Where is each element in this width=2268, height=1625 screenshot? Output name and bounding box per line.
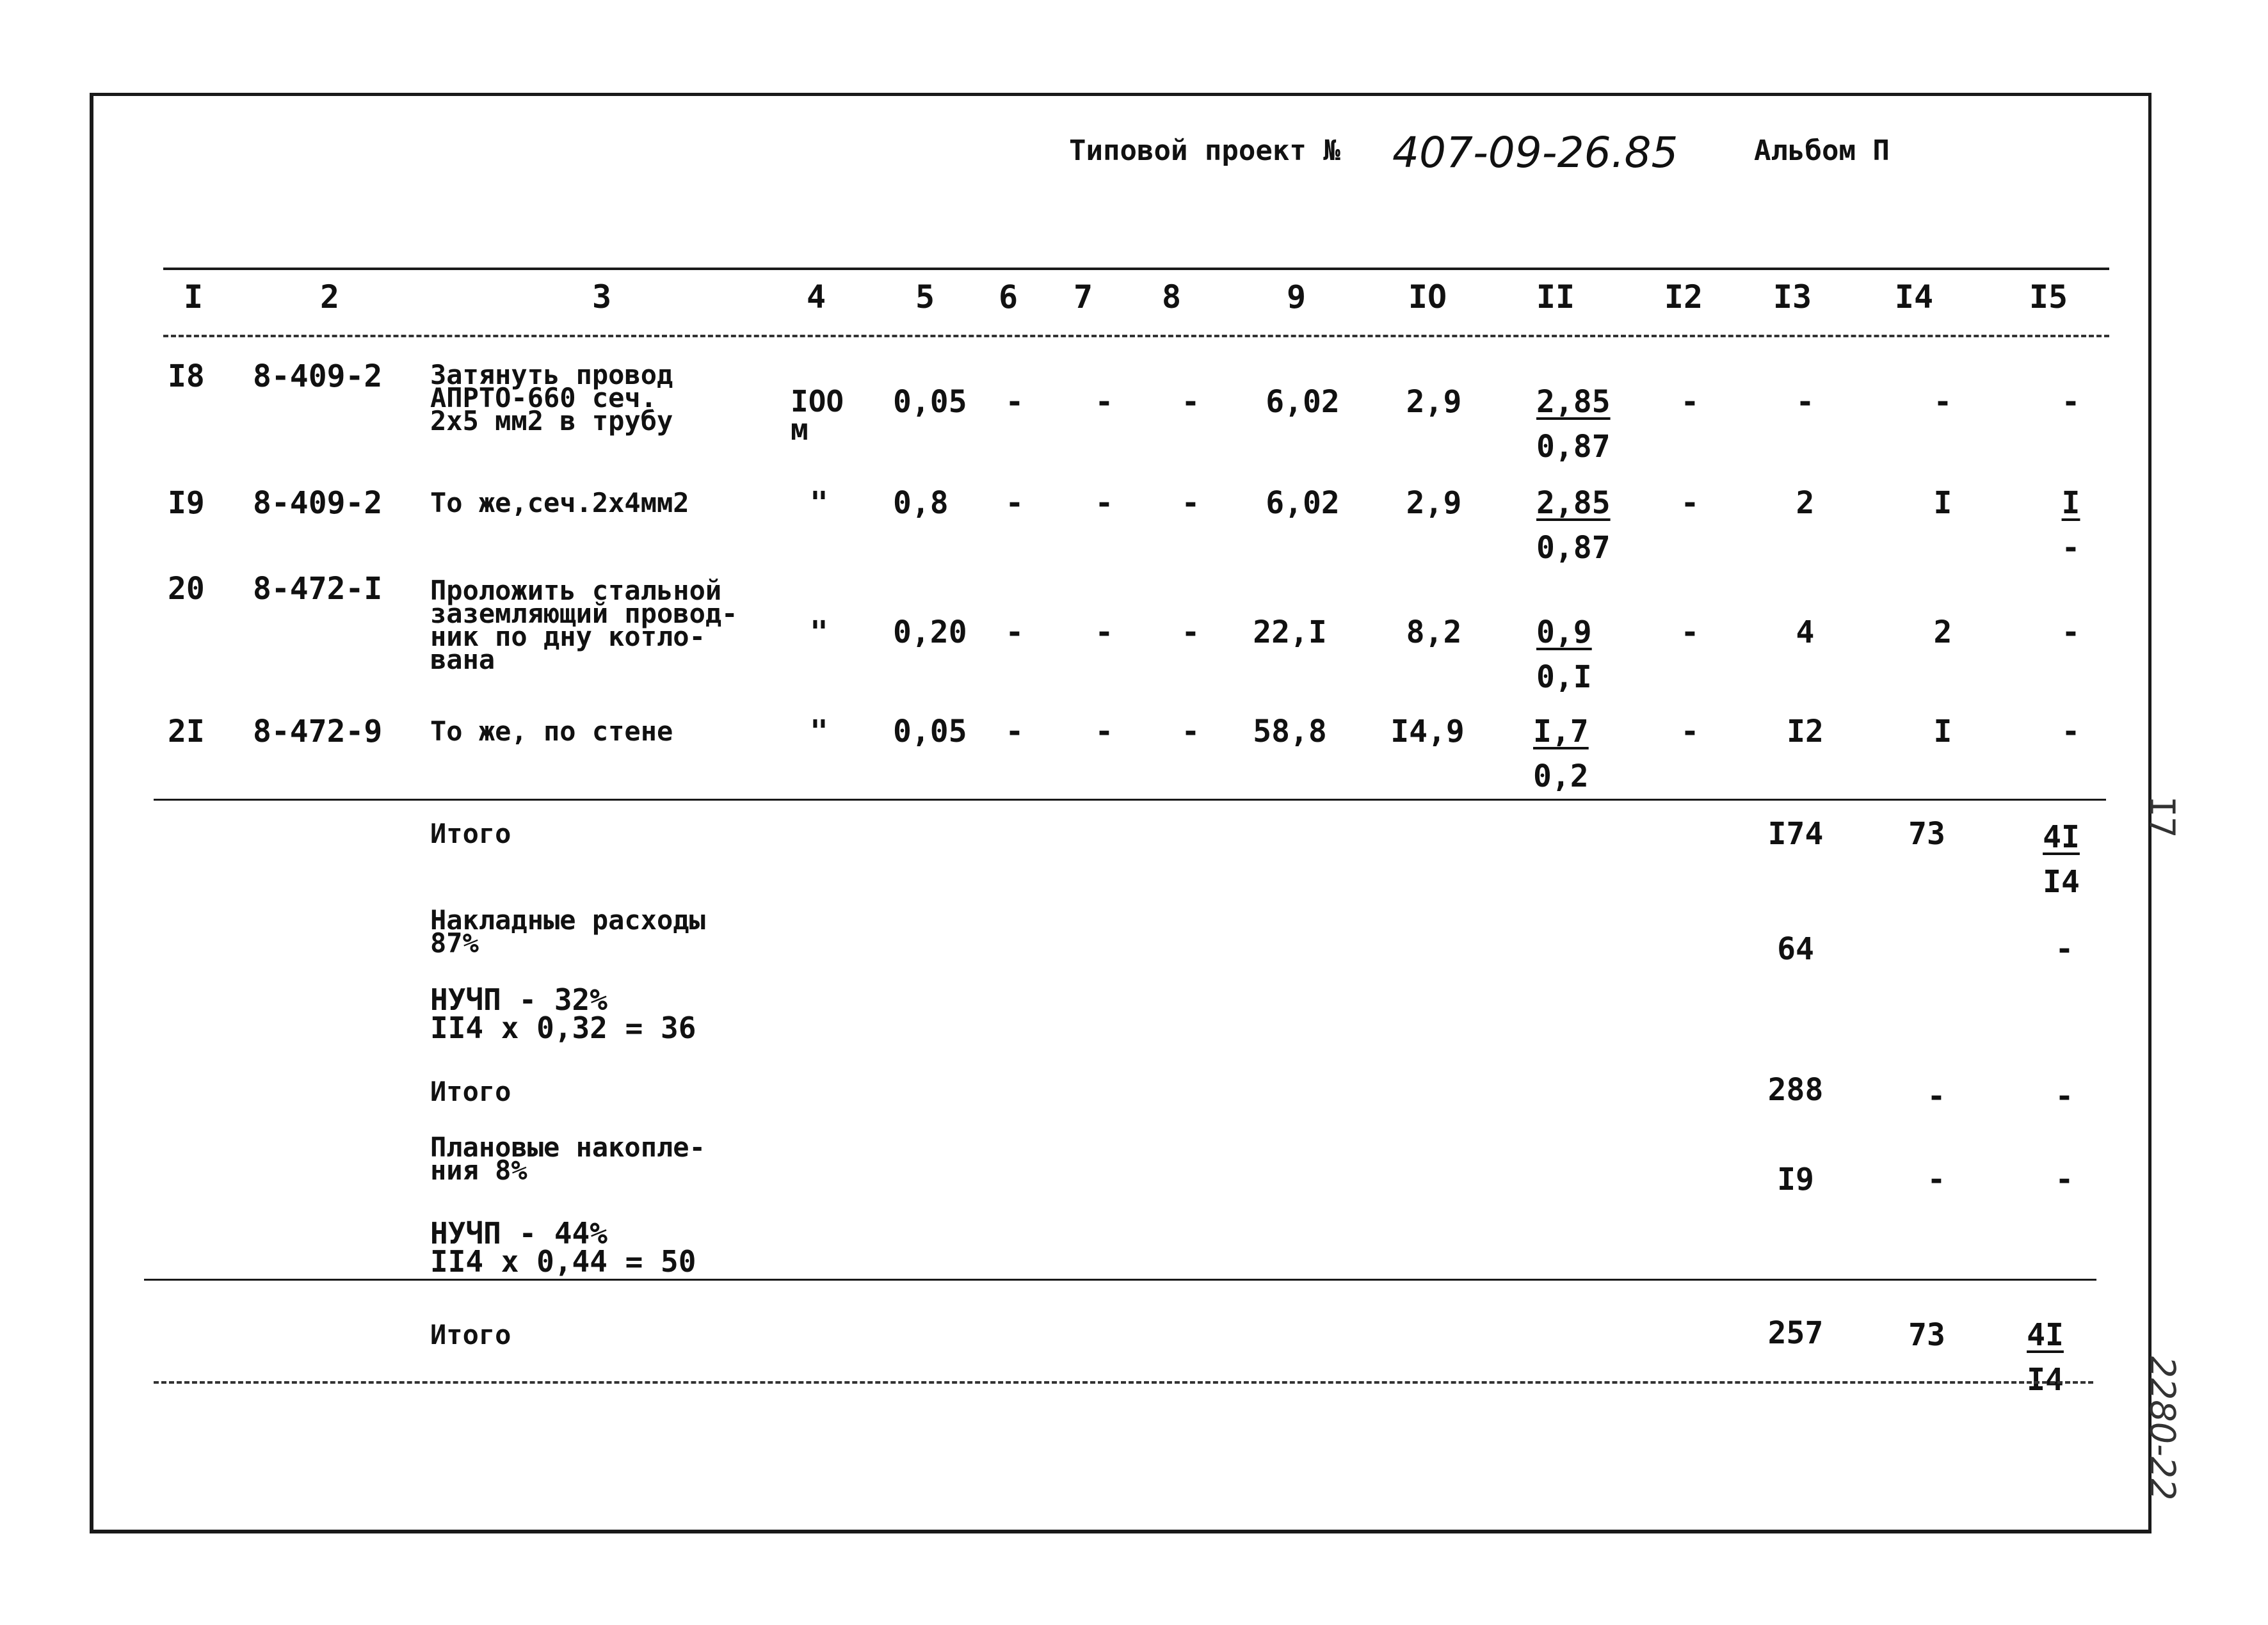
col-header-12: I2	[1664, 278, 1703, 316]
c15-numerator: I	[2061, 485, 2080, 521]
row-unit: "	[810, 614, 828, 650]
row-unit: IOO м	[791, 384, 844, 447]
row-c14: I	[1933, 485, 1952, 521]
page-frame	[90, 93, 2151, 1533]
row-c15: -	[2061, 614, 2080, 650]
row-qty: 0,05	[893, 384, 967, 420]
row-c7: -	[1095, 614, 1114, 650]
summary-label: Накладные расходы 87%	[430, 904, 705, 959]
c15-denominator: -	[2061, 530, 2080, 566]
col-header-11: II	[1536, 278, 1575, 316]
summary-label: Плановые накопле- ния 8%	[430, 1132, 705, 1186]
row-c6: -	[1005, 485, 1024, 521]
summary-label: Итого	[430, 1076, 511, 1107]
row-c8: -	[1181, 384, 1200, 420]
row-c9: 58,8	[1253, 714, 1327, 749]
summary-c15: -	[2055, 1162, 2074, 1197]
row-c8: -	[1181, 614, 1200, 650]
c11-numerator: 2,85	[1536, 485, 1611, 521]
summary-c14: 73	[1908, 816, 1945, 852]
row-qty: 0,8	[893, 485, 949, 521]
row-code: 8-472-9	[253, 714, 383, 749]
row-c11-fraction	[1536, 614, 1620, 695]
row-c8: -	[1181, 714, 1200, 749]
row-c15-fraction	[2052, 485, 2090, 566]
row-c10: 2,9	[1406, 485, 1462, 521]
col-header-15: I5	[2029, 278, 2068, 316]
col-header-7: 7	[1073, 278, 1093, 316]
row-c10: I4,9	[1390, 714, 1465, 749]
row-description: Затянуть провод АПРТО-660 сеч. 2х5 мм2 в трубу	[430, 359, 673, 436]
col-header-8: 8	[1161, 278, 1182, 316]
summary-label: Итого	[430, 818, 511, 849]
row-c11-fraction	[1536, 384, 1620, 465]
project-label: Типовой проект №	[1069, 134, 1340, 167]
row-c15: -	[2061, 714, 2080, 749]
summary-c13: 288	[1767, 1072, 1824, 1108]
c11-denominator: 0,I	[1536, 659, 1592, 695]
row-c7: -	[1095, 485, 1114, 521]
summary-c15-fraction	[2016, 1317, 2074, 1398]
summary-label: НУЧП - 44% II4 x 0,44 = 50	[430, 1216, 696, 1279]
summary-c15: -	[2055, 931, 2074, 967]
summary-label: НУЧП - 32% II4 x 0,32 = 36	[430, 982, 696, 1045]
table-top-rule	[163, 268, 2109, 270]
row-c7: -	[1095, 384, 1114, 420]
row-code: 8-409-2	[253, 485, 383, 521]
c15-denominator: I4	[2043, 864, 2080, 900]
col-header-1: I	[183, 278, 204, 316]
c11-numerator: I,7	[1533, 714, 1589, 749]
col-header-3: 3	[591, 278, 612, 316]
summary-c14: -	[1927, 1162, 1946, 1197]
row-c13: 2	[1796, 485, 1815, 521]
c11-denominator: 0,2	[1533, 758, 1589, 794]
row-code: 8-472-I	[253, 571, 383, 607]
row-c14: 2	[1933, 614, 1952, 650]
project-number: 407-09-26.85	[1392, 128, 1678, 177]
summary-c13: I74	[1767, 816, 1824, 852]
col-header-6: 6	[998, 278, 1018, 316]
row-c13: -	[1796, 384, 1815, 420]
row-code: 8-409-2	[253, 358, 383, 394]
row-unit: "	[810, 714, 828, 749]
c11-denominator: 0,87	[1536, 429, 1611, 465]
row-c15: -	[2061, 384, 2080, 420]
row-qty: 0,05	[893, 714, 967, 749]
summary-label: Итого	[430, 1319, 511, 1350]
row-c6: -	[1005, 384, 1024, 420]
row-c12: -	[1680, 614, 1700, 650]
summary-c13: 257	[1767, 1315, 1824, 1351]
archive-code: 2280-22	[2142, 1356, 2183, 1501]
col-header-5: 5	[915, 278, 935, 316]
row-c6: -	[1005, 614, 1024, 650]
col-header-10: IO	[1408, 278, 1447, 316]
summary-c14: -	[1927, 1078, 1946, 1114]
row-c12: -	[1680, 485, 1700, 521]
row-number: I9	[168, 485, 205, 521]
row-c9: 6,02	[1266, 485, 1340, 521]
album-label: Альбом П	[1754, 134, 1890, 167]
row-c14: I	[1933, 714, 1952, 749]
col-header-9: 9	[1286, 278, 1307, 316]
summary-c13: 64	[1777, 931, 1814, 967]
row-number: I8	[168, 358, 205, 394]
row-c11-fraction	[1536, 485, 1620, 566]
body-bottom-rule	[154, 799, 2106, 801]
c15-denominator: I4	[2027, 1362, 2064, 1398]
row-number: 2I	[168, 714, 205, 749]
header-rule	[163, 335, 2109, 337]
summary-c15: -	[2055, 1078, 2074, 1114]
row-c6: -	[1005, 714, 1024, 749]
page-number: I7	[2142, 796, 2183, 838]
row-c13: 4	[1796, 614, 1815, 650]
summary-c14: 73	[1908, 1317, 1945, 1353]
table-bottom-rule	[154, 1381, 2093, 1384]
row-c9: 6,02	[1266, 384, 1340, 420]
row-qty: 0,20	[893, 614, 967, 650]
c15-numerator: 4I	[2043, 819, 2080, 855]
row-description: То же,сеч.2х4мм2	[430, 487, 689, 518]
c15-numerator: 4I	[2027, 1317, 2064, 1353]
summary-c15-fraction	[2032, 819, 2090, 900]
row-number: 20	[168, 571, 205, 607]
row-unit: "	[810, 485, 828, 521]
col-header-13: I3	[1773, 278, 1812, 316]
row-description: То же, по стене	[430, 716, 673, 747]
row-c11-fraction	[1533, 714, 1616, 794]
col-header-4: 4	[806, 278, 826, 316]
row-c12: -	[1680, 384, 1700, 420]
row-c14: -	[1933, 384, 1952, 420]
c11-numerator: 0,9	[1536, 614, 1592, 650]
summary-rule	[144, 1279, 2096, 1281]
row-c10: 2,9	[1406, 384, 1462, 420]
row-c9: 22,I	[1253, 614, 1327, 650]
row-description: Проложить стальной заземляющий провод- ник по дну котло- вана	[430, 575, 738, 675]
row-c10: 8,2	[1406, 614, 1462, 650]
row-c13: I2	[1787, 714, 1824, 749]
col-header-2: 2	[319, 278, 340, 316]
row-c8: -	[1181, 485, 1200, 521]
c11-denominator: 0,87	[1536, 530, 1611, 566]
col-header-14: I4	[1894, 278, 1934, 316]
summary-c13: I9	[1777, 1162, 1814, 1197]
c11-numerator: 2,85	[1536, 384, 1611, 420]
row-c7: -	[1095, 714, 1114, 749]
row-c12: -	[1680, 714, 1700, 749]
